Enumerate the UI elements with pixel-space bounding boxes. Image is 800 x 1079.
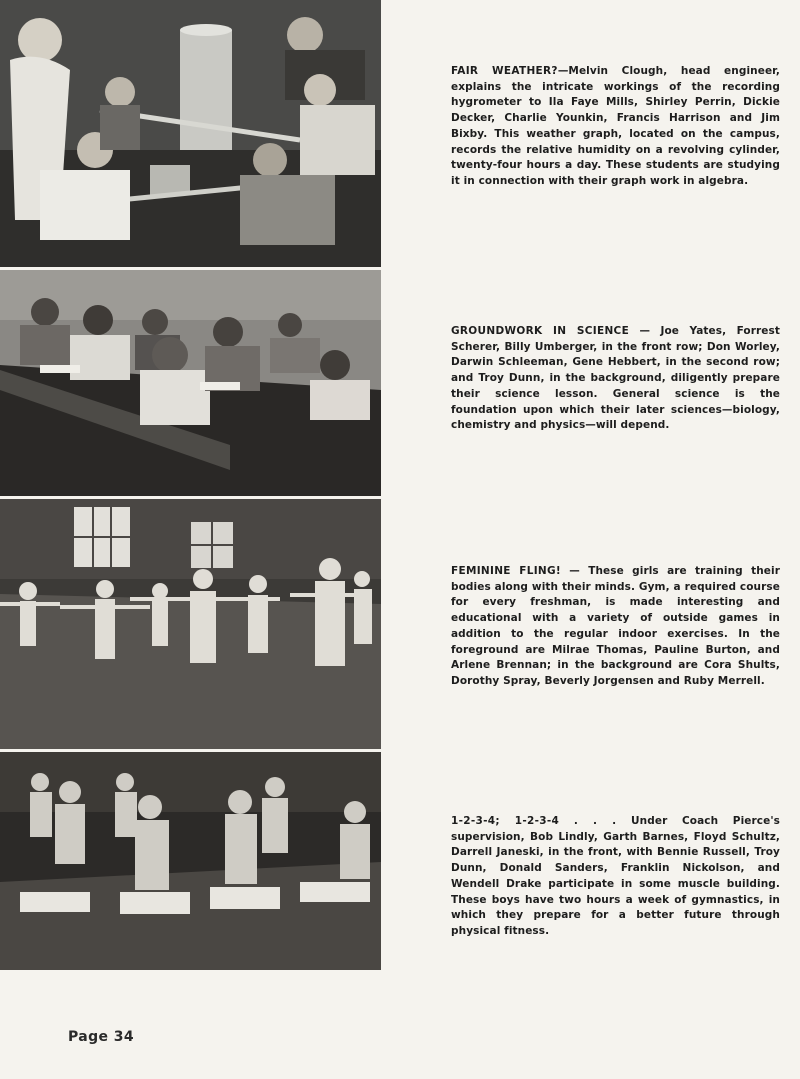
photo-science-class <box>0 270 381 496</box>
caption-body: — Joe Yates, Forrest Scherer, Billy Umberger, in the front row; Don Worley, Darwin Schleeman, Gene Hebbert, in the second row; and Troy Dunn, in the background, diligently prepare their science lesson. General science is the foundation upon which their later sciences—biology, chemistry and physics—will depend. <box>451 325 780 432</box>
photo-science-class-image <box>0 270 381 496</box>
caption-heading: GROUNDWORK IN SCIENCE <box>451 325 630 337</box>
photo-hygrometer <box>0 0 381 267</box>
caption-feminine-fling <box>451 564 780 690</box>
photo-hygrometer-image <box>0 0 381 267</box>
page-number: Page 34 <box>68 1029 135 1045</box>
caption-groundwork-in-science <box>451 324 780 434</box>
photo-boys-gymnastics <box>0 752 381 970</box>
photo-girls-gym <box>0 499 381 749</box>
caption-heading: 1-2-3-4; 1-2-3-4 . . . <box>451 815 617 827</box>
caption-fair-weather <box>451 64 780 190</box>
caption-body: — These girls are training their bodies along with their minds. Gym, a required course for every freshman, is made interesting and educational with a variety of outside games in addition to the regular indoor exercises. In the foreground are Milrae Thomas, Pauline Burton, and Arlene Brennan; in the background are Cora Shults, Dorothy Spray, Beverly Jorgensen and Ruby Merrell. <box>451 565 780 687</box>
caption-gymnastics <box>451 814 780 940</box>
photo-boys-gymnastics-image <box>0 752 381 970</box>
caption-heading: FEMININE FLING! <box>451 565 562 577</box>
caption-body: Under Coach Pierce's supervision, Bob Lindly, Garth Barnes, Floyd Schultz, Darrell Janeski, in the front, with Bennie Russell, Troy Dunn, Donald Sanders, Franklin Nickolson, and Wendell Drake participate in some muscle building. These boys have two hours a week of gymnastics, in which they prepare for a better future through physical fitness. <box>451 815 780 937</box>
photo-girls-gym-image <box>0 499 381 749</box>
caption-heading: FAIR WEATHER? <box>451 65 558 77</box>
caption-body: —Melvin Clough, head engineer, explains the intricate workings of the recording hygrometer to Ila Faye Mills, Shirley Perrin, Dickie Decker, Charlie Younkin, Francis Harrison and Jim Bixby. This weather graph, located on the campus, records the relative humidity on a revolving cylinder, twenty-four hours a day. These students are studying it in connection with their graph work in algebra. <box>451 65 780 187</box>
